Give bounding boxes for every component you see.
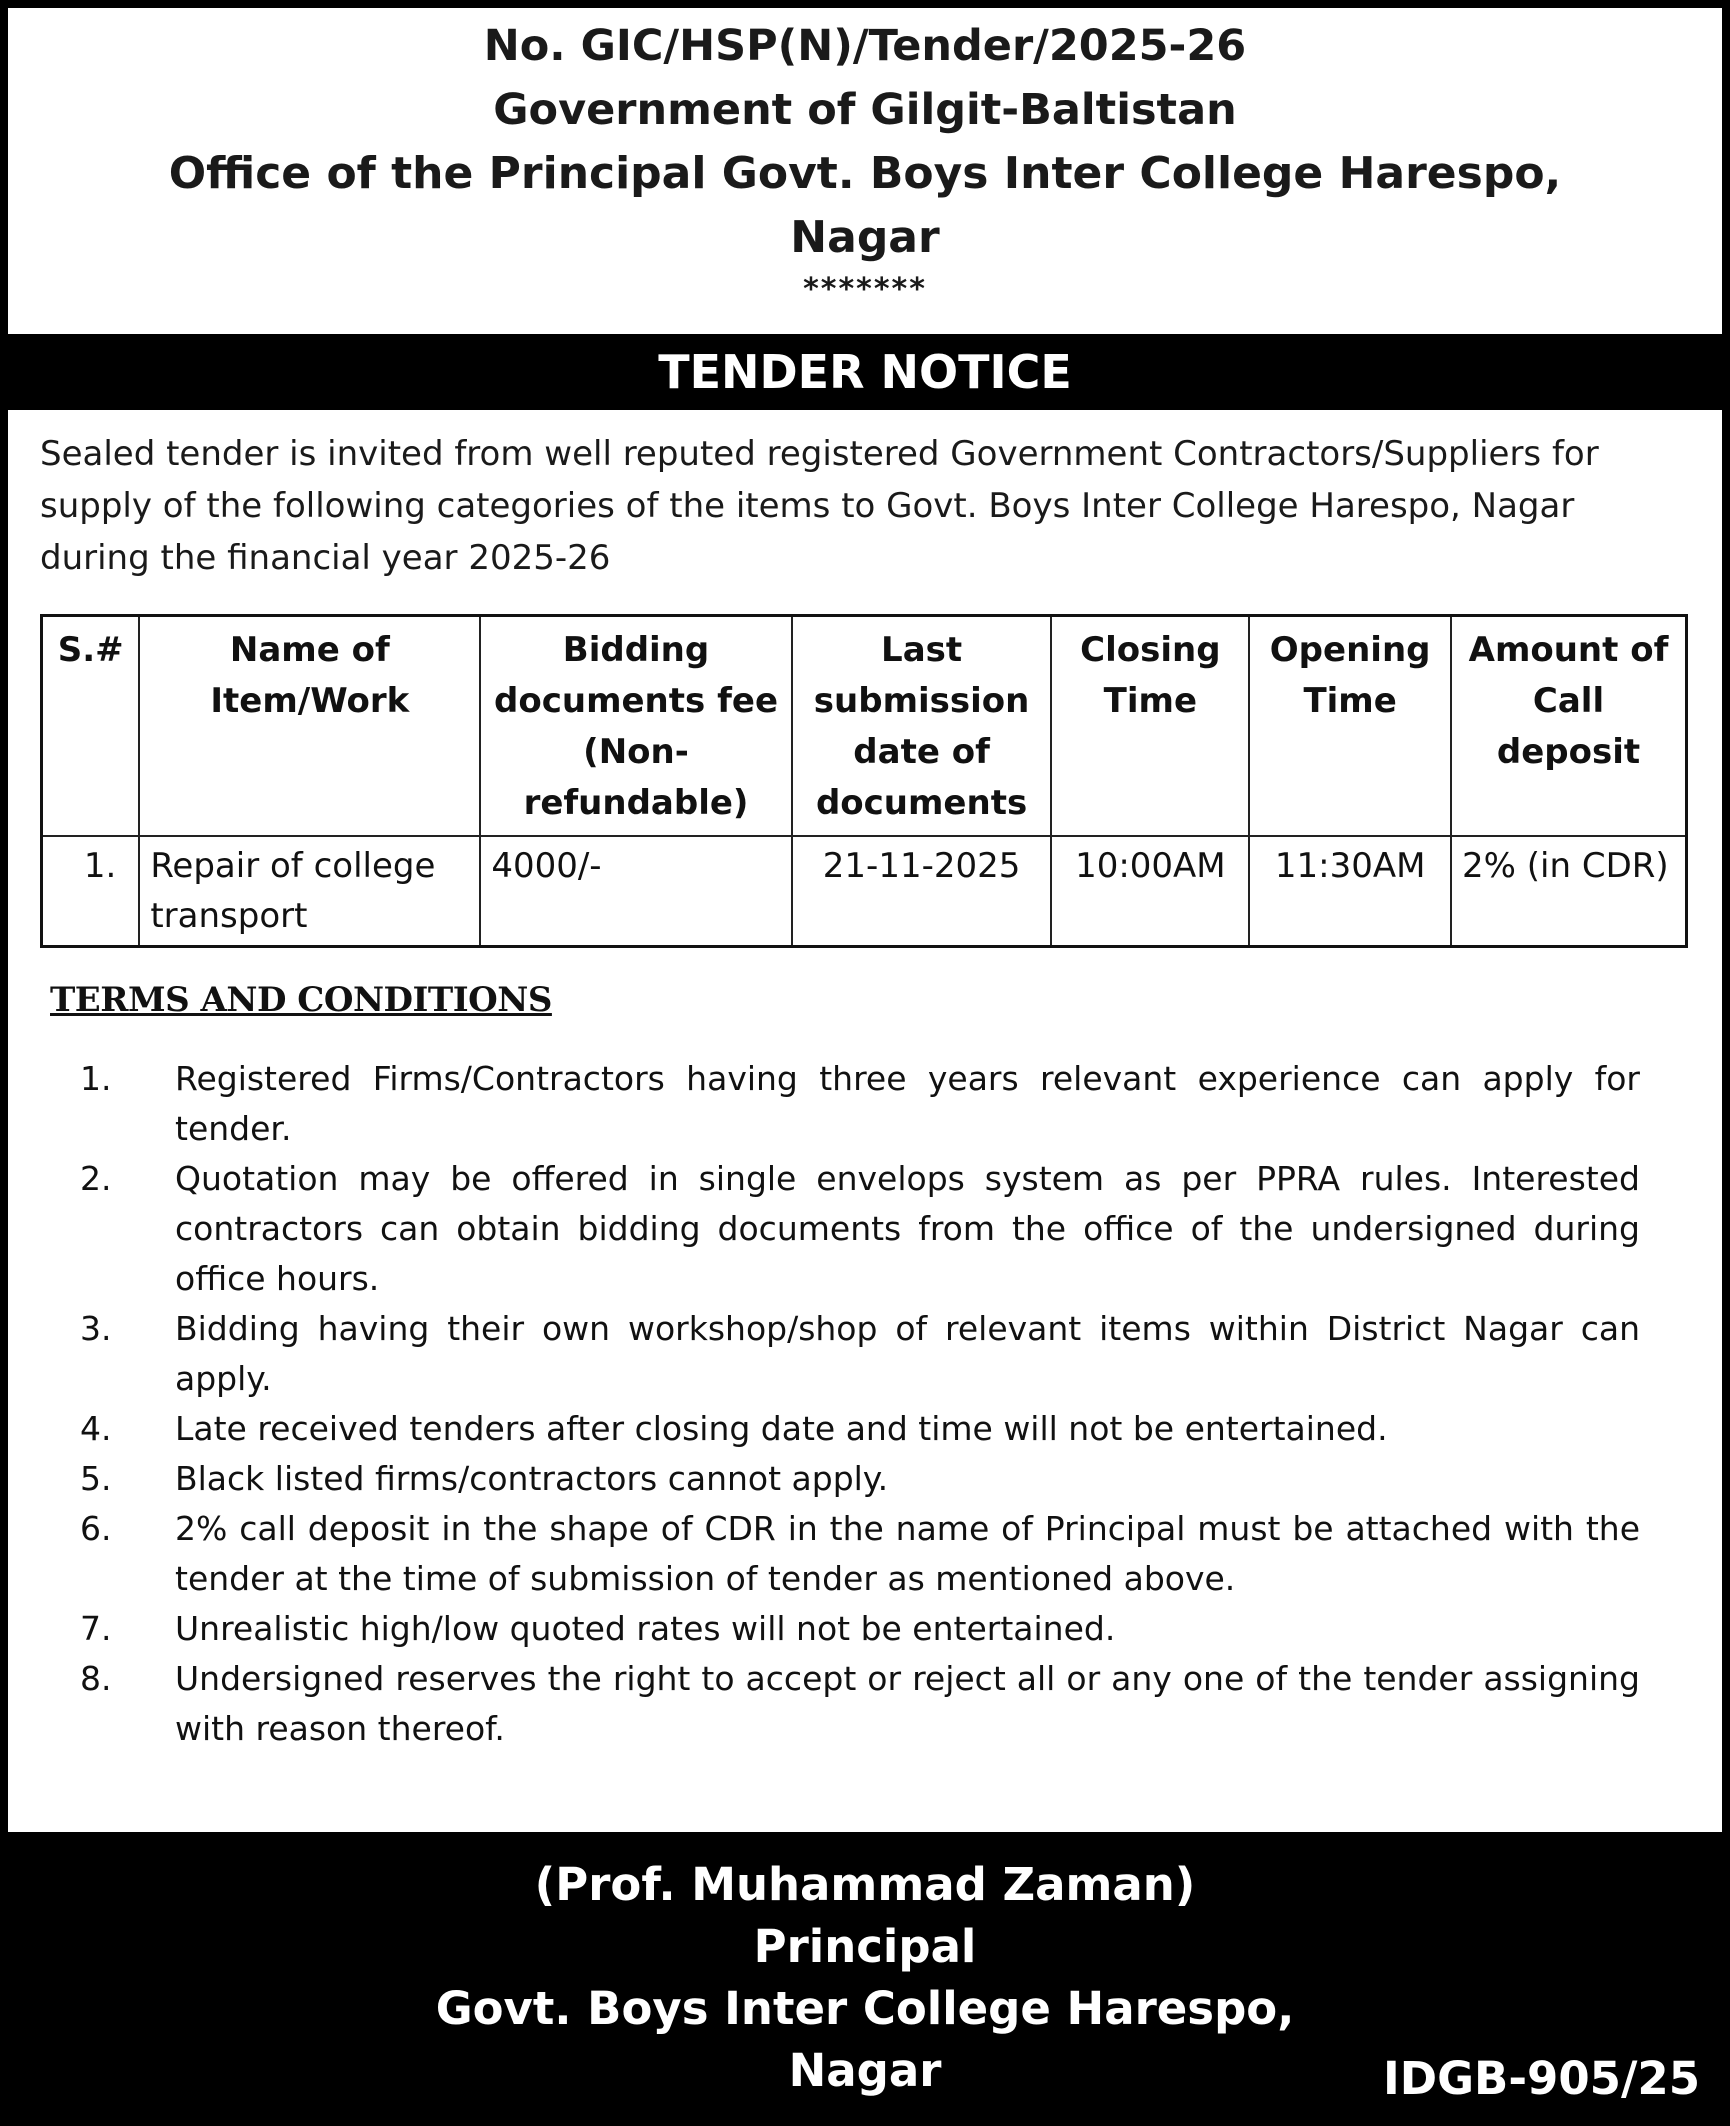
office-name-line1: Office of the Principal Govt. Boys Inter College Harespo, <box>168 148 1562 199</box>
notice-header <box>0 14 1730 310</box>
signatory-location: Nagar <box>788 2044 942 2097</box>
term-number: 7. <box>80 1609 112 1648</box>
cell-call-deposit: 2% (in CDR) <box>1451 836 1686 947</box>
term-text: Registered Firms/Contractors having three years relevant experience can apply for tender. <box>175 1059 1640 1148</box>
table-header-row <box>42 616 1687 837</box>
header-opening-time: Opening Time <box>1249 616 1451 837</box>
reference-number: No. GIC/HSP(N)/Tender/2025-26 <box>483 21 1247 71</box>
cell-serial: 1. <box>42 836 140 947</box>
term-text: Black listed firms/contractors cannot apply. <box>175 1459 889 1498</box>
list-item <box>80 1654 1640 1754</box>
list-item <box>80 1604 1640 1654</box>
list-item <box>80 1154 1640 1304</box>
signatory-name: (Prof. Muhammad Zaman) <box>534 1858 1196 1911</box>
header-serial: S.# <box>42 616 140 837</box>
header-fee: Bidding documents fee (Non-refundable) <box>480 616 791 837</box>
tender-items-table <box>40 614 1688 948</box>
term-number: 6. <box>80 1509 112 1548</box>
list-item <box>80 1304 1640 1404</box>
signature-footer <box>0 1832 1730 2126</box>
term-number: 4. <box>80 1409 112 1448</box>
header-closing-time: Closing Time <box>1051 616 1249 837</box>
term-text: Late received tenders after closing date and time will not be entertained. <box>175 1409 1388 1448</box>
separator-stars: ******* <box>803 272 927 307</box>
government-name: Government of Gilgit-Baltistan <box>493 85 1237 135</box>
cell-item: Repair of college transport <box>139 836 480 947</box>
header-item: Name of Item/Work <box>139 616 480 837</box>
term-text: Bidding having their own workshop/shop of relevant items within District Nagar can apply. <box>175 1309 1640 1398</box>
list-item <box>80 1404 1640 1454</box>
cell-last-date: 21-11-2025 <box>792 836 1052 947</box>
intro-paragraph: Sealed tender is invited from well reputed registered Government Contractors/Suppliers for supply of the following categories of the items to Govt. Boys Inter College Harespo, Nagar during the financial year 2025-26 <box>40 434 1599 578</box>
cell-closing-time: 10:00AM <box>1051 836 1249 947</box>
term-number: 8. <box>80 1659 112 1698</box>
list-item <box>80 1054 1640 1154</box>
table-row <box>42 836 1687 947</box>
cell-opening-time: 11:30AM <box>1249 836 1451 947</box>
office-name-line2: Nagar <box>790 212 940 263</box>
list-item <box>80 1504 1640 1604</box>
term-text: Quotation may be offered in single envelops system as per PPRA rules. Interested contractors can obtain bidding documents from the office of the undersigned during office hours. <box>175 1159 1640 1298</box>
term-text: Undersigned reserves the right to accept or reject all or any one of the tender assigning with reason thereof. <box>175 1659 1640 1748</box>
header-call-deposit: Amount of Call deposit <box>1451 616 1686 837</box>
term-number: 5. <box>80 1459 112 1498</box>
list-item <box>80 1454 1640 1504</box>
term-text: 2% call deposit in the shape of CDR in the name of Principal must be attached with the tender at the time of submission of tender as mentioned above. <box>175 1509 1640 1598</box>
tender-notice-banner: TENDER NOTICE <box>0 334 1730 410</box>
term-number: 1. <box>80 1059 112 1098</box>
header-last-date: Last submission date of documents <box>792 616 1052 837</box>
cell-fee: 4000/- <box>480 836 791 947</box>
term-text: Unrealistic high/low quoted rates will not be entertained. <box>175 1609 1116 1648</box>
term-number: 3. <box>80 1309 112 1348</box>
signatory-institution: Govt. Boys Inter College Harespo, <box>435 1982 1295 2035</box>
terms-title: TERMS AND CONDITIONS <box>50 980 552 1020</box>
terms-list <box>80 1054 1640 1754</box>
signatory-designation: Principal <box>753 1920 977 1973</box>
advert-code: IDGB-905/25 <box>1383 2052 1700 2105</box>
term-number: 2. <box>80 1159 112 1198</box>
